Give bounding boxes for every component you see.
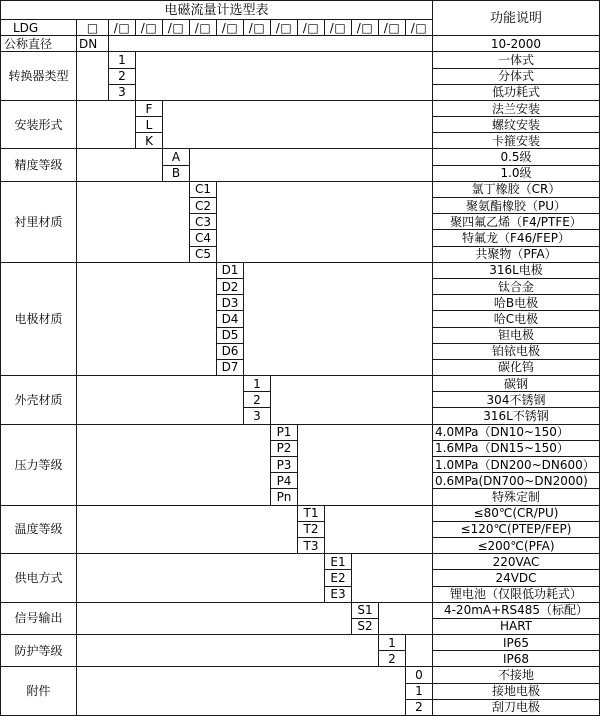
spacer-cell: [77, 603, 352, 635]
row-desc: 分体式: [433, 69, 600, 85]
spacer-cell: [77, 52, 109, 101]
model-code-slot: /□: [406, 20, 433, 36]
model-code-slot: /□: [379, 20, 406, 36]
row-desc: 氯丁橡胶（CR）: [433, 182, 600, 198]
row-code: P3: [271, 457, 298, 473]
spacer-cell: [77, 182, 190, 263]
row-desc: 钛合金: [433, 279, 600, 295]
row-desc: 接地电极: [433, 684, 600, 700]
row-code: Pn: [271, 489, 298, 505]
row-desc: 碳钢: [433, 376, 600, 392]
row-code: F: [136, 101, 163, 117]
spacer-cell: [298, 425, 433, 506]
spacer-cell: [325, 506, 433, 555]
row-desc: 刮刀电极: [433, 700, 600, 716]
row-desc: 0.5级: [433, 149, 600, 165]
row-desc: 聚四氟乙烯（F4/PTFE）: [433, 214, 600, 230]
row-desc: 碳化钨: [433, 360, 600, 376]
row-desc: 一体式: [433, 52, 600, 68]
row-desc: 220VAC: [433, 554, 600, 570]
row-label: 信号输出: [1, 603, 77, 635]
row-code: 1: [379, 635, 406, 651]
row-label: 温度等级: [1, 506, 77, 555]
spacer-cell: [77, 376, 244, 425]
spacer-cell: [77, 554, 325, 603]
row-code: P1: [271, 425, 298, 441]
row-desc: 法兰安装: [433, 101, 600, 117]
spacer-cell: [352, 554, 433, 603]
row-code: T3: [298, 538, 325, 554]
row-desc: 钽电极: [433, 328, 600, 344]
row-desc: 304不锈钢: [433, 392, 600, 408]
row-code: 3: [109, 85, 136, 101]
row-desc: 特氟龙（F46/FEP）: [433, 230, 600, 246]
row-desc: 4-20mA+RS485（标配）: [433, 603, 600, 619]
row-desc: 铂铱电极: [433, 344, 600, 360]
row-label: 安装形式: [1, 101, 77, 150]
spacer-cell: [217, 182, 433, 263]
row-label: 精度等级: [1, 149, 77, 181]
row-desc: 不接地: [433, 667, 600, 683]
row-code: K: [136, 133, 163, 149]
row-desc: 24VDC: [433, 570, 600, 586]
row-code: T1: [298, 506, 325, 522]
row-desc: 1.0级: [433, 166, 600, 182]
row-code: 2: [109, 69, 136, 85]
model-code-slot: /□: [352, 20, 379, 36]
row-desc: ≤200℃(PFA): [433, 538, 600, 554]
row-code: E3: [325, 587, 352, 603]
row-code: C3: [190, 214, 217, 230]
model-code-prefix: LDG: [1, 20, 77, 36]
row-desc: 锂电池（仅限低功耗式）: [433, 587, 600, 603]
row-code: C1: [190, 182, 217, 198]
row-desc: 1.0MPa（DN200~DN600）: [433, 457, 600, 473]
row-desc: 低功耗式: [433, 85, 600, 101]
row-code: D2: [217, 279, 244, 295]
row-code: 1: [109, 52, 136, 68]
spacer-cell: [163, 101, 433, 150]
row-code: 1: [244, 376, 271, 392]
row-code: D1: [217, 263, 244, 279]
spacer-cell: [77, 506, 298, 555]
model-code-slot: /□: [325, 20, 352, 36]
model-code-slot: /□: [217, 20, 244, 36]
row-code: S1: [352, 603, 379, 619]
row-desc: 0.6MPa(DN700~DN2000): [433, 473, 600, 489]
row-desc: 共聚物（PFA）: [433, 247, 600, 263]
diameter-row-label: 公称直径: [1, 36, 77, 52]
row-code: E2: [325, 570, 352, 586]
row-label: 转换器类型: [1, 52, 77, 101]
spacer-cell: [77, 263, 217, 376]
row-code: S2: [352, 619, 379, 635]
row-desc: 哈C电极: [433, 311, 600, 327]
row-code: 1: [406, 684, 433, 700]
row-code: T2: [298, 522, 325, 538]
spacer-cell: [77, 635, 379, 667]
model-code-slot: /□: [298, 20, 325, 36]
row-code: B: [163, 166, 190, 182]
row-code: 0: [406, 667, 433, 683]
row-desc: 316L电极: [433, 263, 600, 279]
spacer-cell: [77, 667, 406, 716]
row-code: 2: [406, 700, 433, 716]
row-desc: ≤80℃(CR/PU): [433, 506, 600, 522]
function-column-header: 功能说明: [433, 1, 600, 36]
diameter-row-code: DN: [77, 36, 109, 52]
model-code-slot: /□: [109, 20, 136, 36]
row-code: E1: [325, 554, 352, 570]
row-code: L: [136, 117, 163, 133]
row-code: D7: [217, 360, 244, 376]
spacer-cell: [271, 376, 433, 425]
spacer-cell: [77, 101, 136, 150]
model-code-slot: /□: [244, 20, 271, 36]
row-code: D3: [217, 295, 244, 311]
spacer-cell: [136, 52, 433, 101]
table-title: 电磁流量计选型表: [1, 1, 433, 20]
row-desc: ≤120℃(PTEP/FEP): [433, 522, 600, 538]
row-code: C5: [190, 247, 217, 263]
row-code: P2: [271, 441, 298, 457]
row-code: D6: [217, 344, 244, 360]
row-code: C4: [190, 230, 217, 246]
spacer-cell: [190, 149, 433, 181]
row-desc: 1.6MPa（DN15~150）: [433, 441, 600, 457]
spacer-cell: [77, 149, 163, 181]
row-desc: IP68: [433, 651, 600, 667]
model-code-slot: /□: [190, 20, 217, 36]
model-code-box: □: [77, 20, 109, 36]
row-desc: IP65: [433, 635, 600, 651]
row-label: 防护等级: [1, 635, 77, 667]
row-label: 附件: [1, 667, 77, 716]
spacer-cell: [77, 425, 271, 506]
row-code: 3: [244, 408, 271, 424]
row-desc: 螺纹安装: [433, 117, 600, 133]
model-code-slot: /□: [136, 20, 163, 36]
model-code-slot: /□: [271, 20, 298, 36]
row-desc: 卡箍安装: [433, 133, 600, 149]
row-desc: 哈B电极: [433, 295, 600, 311]
row-code: D5: [217, 328, 244, 344]
row-label: 压力等级: [1, 425, 77, 506]
row-desc: 聚氨酯橡胶（PU）: [433, 198, 600, 214]
row-desc: 316L不锈钢: [433, 408, 600, 424]
spacer-cell: [109, 36, 433, 52]
row-desc: 特殊定制: [433, 489, 600, 505]
row-code: P4: [271, 473, 298, 489]
row-code: A: [163, 149, 190, 165]
spacer-cell: [244, 263, 433, 376]
row-desc: HART: [433, 619, 600, 635]
row-code: 2: [244, 392, 271, 408]
row-code: 2: [379, 651, 406, 667]
row-code: D4: [217, 311, 244, 327]
diameter-row-desc: 10-2000: [433, 36, 600, 52]
row-label: 外壳材质: [1, 376, 77, 425]
row-label: 供电方式: [1, 554, 77, 603]
spacer-cell: [379, 603, 433, 635]
spacer-cell: [406, 635, 433, 667]
model-code-slot: /□: [163, 20, 190, 36]
row-label: 电极材质: [1, 263, 77, 376]
row-label: 衬里材质: [1, 182, 77, 263]
row-desc: 4.0MPa（DN10~150）: [433, 425, 600, 441]
row-code: C2: [190, 198, 217, 214]
